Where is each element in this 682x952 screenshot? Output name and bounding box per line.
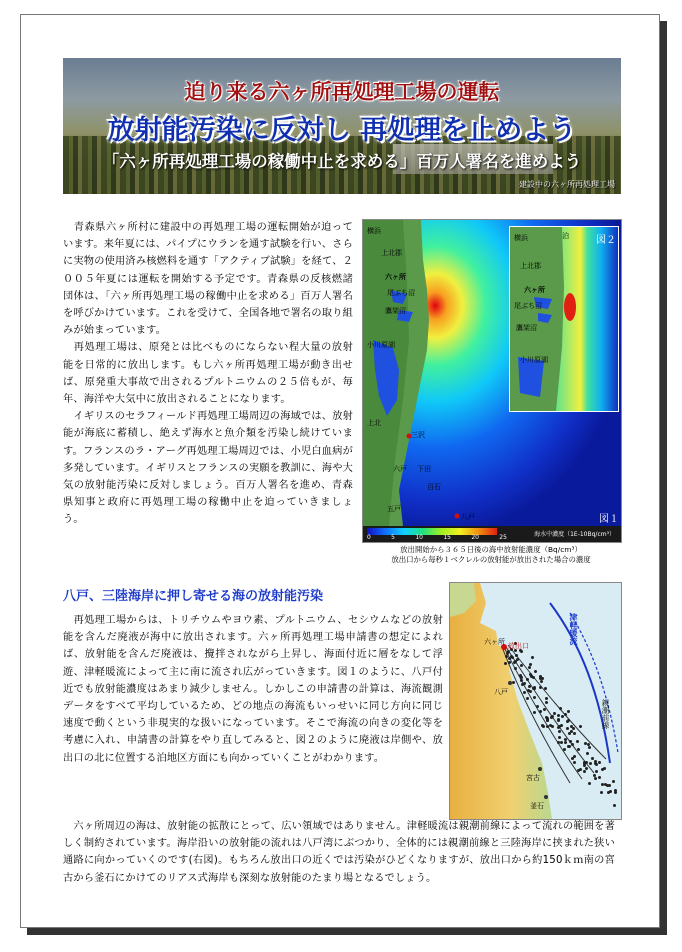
map1-label-kamikita-gun: 上北郡: [381, 249, 402, 257]
map1-label-hachinohe: 八戸: [461, 513, 475, 521]
map1-label-yokohama: 横浜: [367, 227, 381, 235]
banner-title-line2: 放射能汚染に反対し 再処理を止めよう: [107, 115, 577, 146]
particle-dot: [563, 748, 566, 751]
particle-dot: [558, 730, 561, 733]
dispersion-map-inset-figure2: [509, 226, 619, 412]
particle-dot: [585, 767, 588, 770]
particle-dot: [539, 686, 542, 689]
section-paragraph-2: 六ヶ所周辺の海は、放射能の拡散にとって、広い領域ではありません。津軽暖流は親潮前線によって流れの範囲を著しく制約されています。海岸沿いの放射能の流れは八戸湾にぶつかり、全体的には親潮前線と三陸海岸に挟まれた狭い通路に向かっていくのです(右図)。もちろん放出口の近くでは汚染がひどくなりますが、放出口から約150ｋｍ南の宮古から釜石にかけてのリアス式海岸も深刻な放射能のたまり場となるでしょう。: [63, 821, 615, 884]
section-paragraph-1: 再処理工場からは、トリチウムやヨウ素、プルトニウム、セシウムなどの放射能を含んだ廃液が海中に放出されます。六ヶ所再処理工場申請書の想定によれば、放射能を含んだ廃液は、攪拌されながら上昇し、海面付近に層をなして浮遊、津軽暖流によって主に南に流され広がっていきます。図１のように、八戸付近でも放射能濃度はあまり減少しません。しかしこの申請書の計算は、海流観測データをすべて平均しているため、どの地点の海流もいっせいに同じ方向に同じ速度で動くという非現実的な扱いになっています。そこで海流の向きの変化等を考慮に入れ、申請書の計算をやり直してみると、図２のように廃液は岸側や、放出口の北に位置する泊地区方面にも向かっていくことがわかります。: [63, 615, 443, 764]
particle-dot: [564, 713, 567, 716]
colorbar-ticks: [367, 534, 507, 541]
particle-dot: [546, 717, 549, 720]
colorbar-tick: 20: [471, 534, 479, 541]
particle-dot: [545, 701, 548, 704]
particle-dot: [568, 732, 571, 735]
colorbar-label: 海水中濃度（1E-10Bq/cm³）: [534, 531, 615, 538]
map2-label-miyako: 宮古: [526, 774, 540, 782]
header-banner: [63, 58, 621, 194]
ocean-current-map: [449, 582, 622, 820]
map2-label-rokkasho: 六ヶ所: [524, 286, 545, 294]
map1-caption: [362, 545, 620, 565]
map1-caption-line2: 放出口から毎秒１ベクレルの放射能が放出された場合の濃度: [391, 555, 591, 564]
particle-dot: [566, 727, 569, 730]
particle-dot: [529, 690, 532, 693]
map2-label-takahokonuma: 鷹架沼: [516, 324, 537, 332]
particle-dot: [558, 725, 561, 728]
colorbar-tick: 25: [499, 534, 507, 541]
map1-label-rokkasho: 六ヶ所: [385, 273, 406, 281]
banner-subtitle: 「六ヶ所再処理工場の稼働中止を求める」百万人署名を進めよう: [102, 152, 582, 171]
section-title: 八戸、三陸海岸に押し寄せる海の放射能汚染: [63, 589, 324, 604]
particle-dot: [566, 720, 569, 723]
map1-figure-number: 図１: [599, 514, 619, 525]
particle-dot: [514, 667, 517, 670]
concentration-colorbar: [363, 526, 621, 542]
particle-dot: [539, 675, 542, 678]
map1-label-shimoda: 下田: [417, 465, 431, 473]
map2-label-outlet: 放出口: [508, 642, 529, 650]
map2-label-kamikita-gun: 上北郡: [520, 262, 541, 270]
map2-label-hachinohe: 八戸: [494, 688, 508, 696]
map1-caption-line1: 放出開始から３６５日後の海中放射能濃度（Bq/cm³）: [400, 545, 582, 554]
intro-paragraph-1: 青森県六ヶ所村に建設中の再処理工場の運転開始が迫っています。来年夏には、パイプにウランを通す試験を行い、さらに実物の使用済み核燃料を通す「アクティブ試験」を経て、２００５年夏には運転を開始する予定です。青森県の反核燃諸団体は、「六ヶ所再処理工場の稼働中止を求める」百万人署名を呼びかけています。これを受けて、全国各地で署名の取り組みが始まっています。: [63, 222, 353, 337]
particle-dot: [515, 654, 518, 657]
particle-dot: [512, 681, 515, 684]
particle-dot: [586, 752, 589, 755]
intro-paragraph-3: イギリスのセラフィールド再処理工場周辺の海域では、放射能が海底に蓄積し、絶えず海水と魚介類を汚染し続けています。フランスのラ・アーグ再処理工場周辺では、小児白血病が多発しています。イギリスとフランスの実願を教訓に、海や大気の放射能汚染に反対しましょう。百万人署名を進め、青森県知事と政府に再処理工場の稼働中止を迫っていきましょう。: [63, 411, 353, 526]
particle-dot: [569, 740, 572, 743]
particle-dot: [594, 760, 597, 763]
particle-dot: [588, 746, 591, 749]
particle-dot: [573, 732, 576, 735]
particle-dot: [520, 664, 523, 667]
particle-dot: [564, 738, 567, 741]
banner-title-line1: 迫り来る六ヶ所再処理工場の運転: [184, 80, 500, 104]
map1-label-obuchinuma: 尾ぶち沼: [387, 289, 415, 297]
map2-label-tomari: 泊: [562, 232, 569, 240]
map2-label-obuchinuma: 尾ぶち沼: [514, 302, 542, 310]
banner-photo-credit: 建設中の六ヶ所再処理工場: [519, 180, 615, 189]
particle-dot: [568, 745, 571, 748]
map1-label-misawa: 三沢: [411, 431, 425, 439]
particle-dot: [513, 661, 516, 664]
ocean-current-graphic: [450, 583, 621, 819]
particle-dot: [557, 714, 560, 717]
map2-label-oyashio-front: 親潮前線: [601, 699, 610, 729]
map1-label-momoishi: 百石: [427, 483, 441, 491]
map1-label-takahokonuma: 鷹架沼: [385, 307, 406, 315]
particle-dot: [598, 776, 601, 779]
map1-label-kamikita: 上北: [367, 419, 381, 427]
particle-dot: [504, 662, 507, 665]
colorbar-tick: 0: [367, 534, 371, 541]
colorbar-tick: 5: [391, 534, 395, 541]
intro-text: [63, 219, 353, 529]
particle-dot: [526, 697, 529, 700]
dispersion-map-figure1: [362, 219, 622, 543]
map2-label-ogawarako: 小川原湖: [520, 356, 548, 364]
map2-label-kamaishi: 釜石: [530, 802, 544, 810]
particle-dot: [533, 696, 536, 699]
particle-dot: [531, 656, 534, 659]
map2-label-rokkasho: 六ヶ所: [484, 638, 505, 646]
particle-dot: [543, 708, 546, 711]
colorbar-tick: 15: [443, 534, 451, 541]
particle-dot: [545, 697, 548, 700]
particle-dot: [612, 780, 615, 783]
particle-dot: [533, 711, 536, 714]
colorbar-tick: 10: [415, 534, 423, 541]
map2-label-yokohama: 横浜: [514, 234, 528, 242]
particle-dot: [614, 789, 617, 792]
particle-dot: [530, 675, 533, 678]
map1-label-rokunohe: 六戸: [393, 465, 407, 473]
particle-dot: [560, 741, 563, 744]
map1-label-ogawarako: 小川原湖: [367, 341, 395, 349]
map2-label-tsugaru-current: 津軽暖流: [569, 613, 578, 645]
map2-figure-number: 図２: [596, 235, 616, 246]
particle-dot: [604, 783, 607, 786]
particle-dot: [571, 743, 574, 746]
hachinohe-marker: [455, 514, 460, 519]
particle-dot: [576, 740, 579, 743]
particle-dot: [573, 761, 576, 764]
map1-label-gonohe: 五戸: [387, 505, 401, 513]
particle-dot: [608, 784, 611, 787]
intro-paragraph-2: 再処理工場は、原発とは比べものにならない程大量の放射能を日常的に放出します。もし六ヶ所再処理工場が動き出せば、原発重大事故で出されるプルトニウムの２５倍もが、毎年、海洋や大気中に放出されることになります。: [63, 342, 353, 406]
